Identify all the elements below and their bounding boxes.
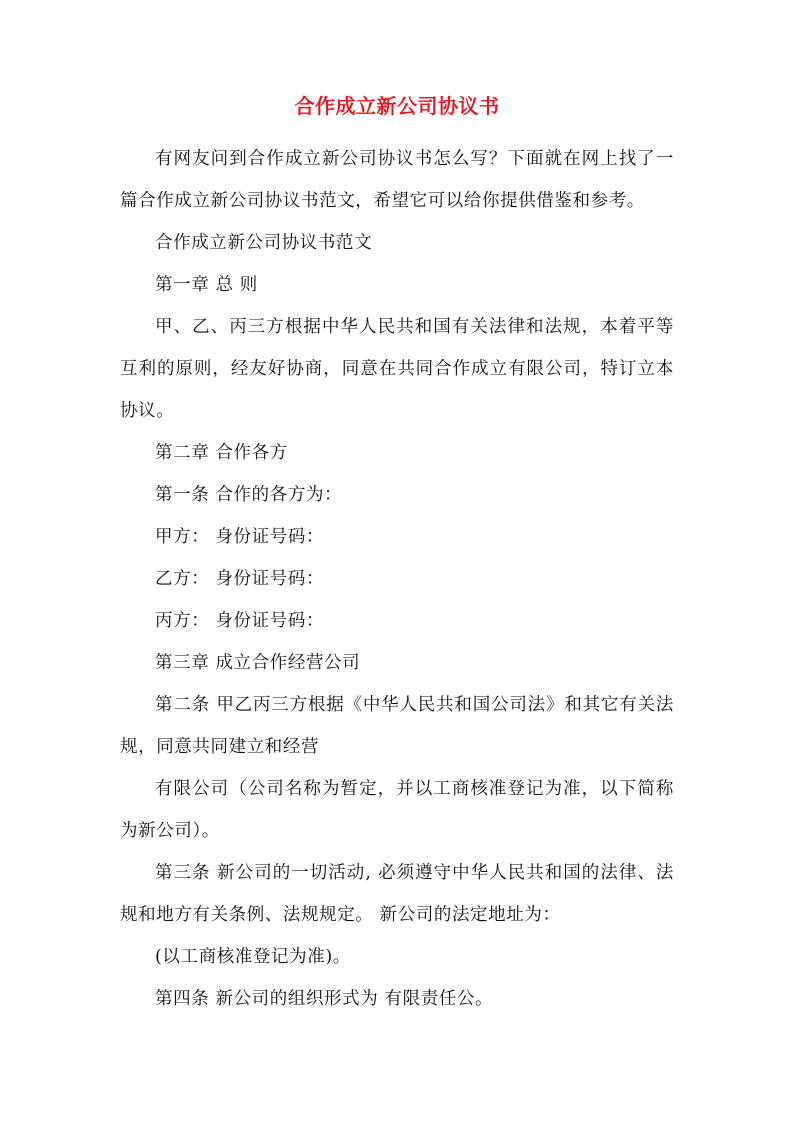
document-title: 合作成立新公司协议书 [294, 94, 500, 118]
intro-paragraph: 有网友问到合作成立新公司协议书怎么写？下面就在网上找了一篇合作成立新公司协议书范文，希望它可以给你提供借鉴和参考。 [120, 149, 674, 211]
chapter-1-paragraph: 甲、乙、丙三方根据中华人民共和国有关法律和法规，本着平等互利的原则，经友好协商，同意在共同合作成立有限公司，特订立本协议。 [120, 317, 674, 421]
party-c-line: 丙方： 身份证号码： [155, 611, 325, 631]
party-b-line: 乙方： 身份证号码： [155, 569, 325, 589]
article-2-paragraph: 第二条 甲乙丙三方根据《中华人民共和国公司法》和其它有关法规，同意共同建立和经营 [120, 695, 674, 757]
chapter-1-heading: 第一章 总 则 [155, 275, 258, 295]
company-name-paragraph: 有限公司（公司名称为暂定，并以工商核准登记为准，以下简称为新公司）。 [120, 779, 674, 841]
registration-note: (以工商核准登记为准)。 [155, 947, 351, 967]
chapter-3-heading: 第三章 成立合作经营公司 [155, 653, 361, 673]
chapter-2-heading: 第二章 合作各方 [155, 443, 288, 463]
article-4-paragraph: 第四条 新公司的组织形式为 有限责任公。 [155, 989, 494, 1009]
article-1-paragraph: 第一条 合作的各方为： [155, 485, 343, 505]
sample-heading: 合作成立新公司协议书范文 [155, 233, 373, 253]
article-3-paragraph: 第三条 新公司的一切活动, 必须遵守中华人民共和国的法律、法规和地方有关条例、法规规定。 新公司的法定地址为： [120, 863, 674, 925]
party-a-line: 甲方： 身份证号码： [155, 527, 325, 547]
